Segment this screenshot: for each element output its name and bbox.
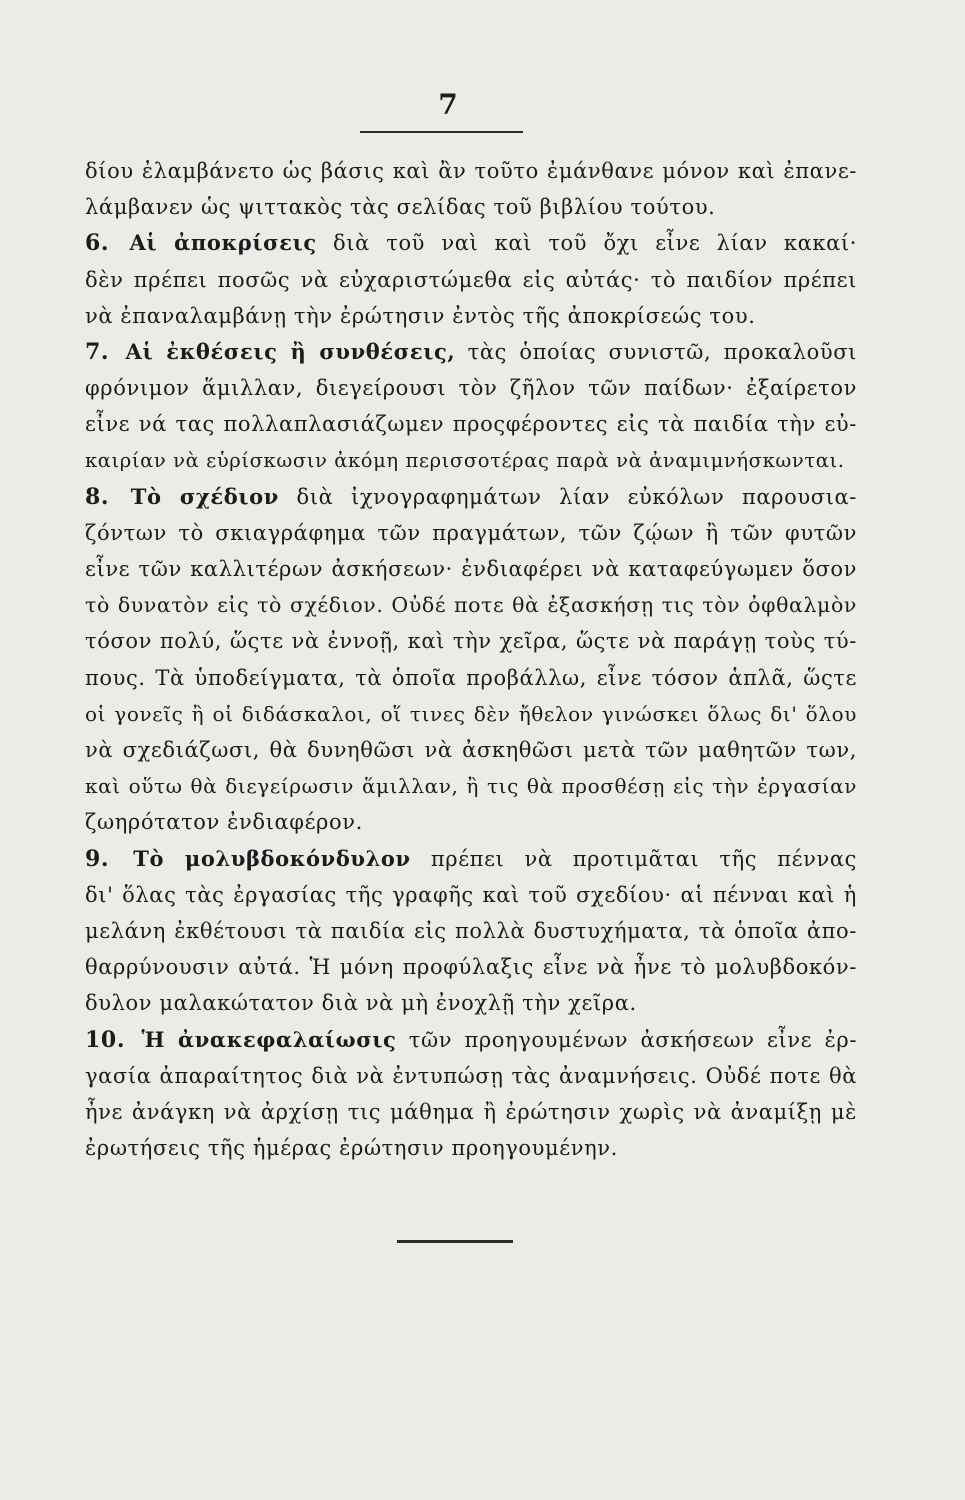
line-text: τόσον πολύ, ὥςτε νὰ ἐννοῇ, καὶ τὴν χεῖρα, ὥςτε νὰ παράγῃ τοὺς τύ- xyxy=(85,629,857,654)
text-line xyxy=(85,949,857,985)
section-heading: Αἱ ἐκθέσεις ἢ συνθέσεις, xyxy=(125,338,456,364)
line-text: καὶ οὕτω θὰ διεγείρωσιν ἅμιλλαν, ἢ τις θὰ προσθέσῃ εἰς τὴν ἐργασίαν xyxy=(85,774,857,799)
line-text: καιρίαν νὰ εὑρίσκωσιν ἀκόμη περισσοτέρας παρὰ νὰ ἀναμιμνήσκωνται. xyxy=(85,448,845,472)
line-text: εἶνε τῶν καλλιτέρων ἀσκήσεων· ἐνδιαφέρει νὰ καταφεύγωμεν ὅσον xyxy=(85,557,857,582)
line-text: νὰ σχεδιάζωσι, θὰ δυνηθῶσι νὰ ἀσκηθῶσι μετὰ τῶν μαθητῶν των, xyxy=(85,738,857,762)
line-text: δυλον μαλακώτατον διὰ νὰ μὴ ἐνοχλῇ τὴν χεῖρα. xyxy=(85,991,637,1016)
text-line xyxy=(85,877,857,913)
section-heading: Ἡ ἀνακεφαλαίωσις xyxy=(141,1026,397,1052)
line-text: δι' ὅλας τὰς ἐργασίας τῆς γραφῆς καὶ τοῦ σχεδίου· αἱ πένναι καὶ ἡ xyxy=(85,882,857,907)
section-heading: Τὸ μολυβδοκόνδυλον xyxy=(133,845,411,871)
line-text: διὰ τοῦ ναὶ καὶ τοῦ ὄχι εἶνε λίαν κακαί· xyxy=(333,231,858,256)
page-number: 7 xyxy=(438,88,458,121)
line-text: οἱ γονεῖς ἢ οἱ διδάσκαλοι, οἵ τινες δὲν ἤθελον γινώσκει ὅλως δι' ὅλου xyxy=(85,701,857,726)
line-text: δὲν πρέπει ποσῶς νὰ εὐχαριστώμεθα εἰς αὐτάς· τὸ παιδίον πρέπει xyxy=(85,267,857,292)
section-number: 9. xyxy=(85,845,110,872)
text-line xyxy=(85,804,857,840)
line-text: ἦνε ἀνάγκη νὰ ἀρχίσῃ τις μάθημα ἢ ἐρώτησιν χωρὶς νὰ ἀναμίξῃ μὲ xyxy=(85,1099,857,1124)
text-line xyxy=(85,1022,857,1058)
text-line xyxy=(85,515,857,551)
line-text: ζωηρότατον ἐνδιαφέρον. xyxy=(85,810,363,835)
section-number: 10. xyxy=(85,1026,126,1053)
section-number: 8. xyxy=(85,483,110,510)
line-text: λάμβανεν ὡς ψιττακὸς τὰς σελίδας τοῦ βιβλίου τούτου. xyxy=(85,195,716,220)
text-line xyxy=(85,1130,857,1166)
line-text: γασία ἀπαραίτητος διὰ νὰ ἐντυπώσῃ τὰς ἀναμνήσεις. Οὐδέ ποτε θὰ xyxy=(85,1063,857,1088)
line-text: εἶνε νά τας πολλαπλασιάζωμεν προςφέροντες εἰς τὰ παιδία τὴν εὐ- xyxy=(85,412,857,437)
text-line xyxy=(85,262,857,298)
line-text: νὰ ἐπαναλαμβάνῃ τὴν ἐρώτησιν ἐντὸς τῆς ἀποκρίσεώς του. xyxy=(85,303,756,328)
line-text: δίου ἐλαμβάνετο ὡς βάσις καὶ ἂν τοῦτο ἐμάνθανε μόνον καὶ ἐπανε- xyxy=(85,159,857,183)
text-line xyxy=(85,732,857,768)
text-line xyxy=(85,587,857,623)
header-rule xyxy=(360,131,523,133)
section-heading: Τὸ σχέδιον xyxy=(130,483,279,509)
text-line xyxy=(85,841,857,877)
text-line xyxy=(85,370,857,406)
text-line xyxy=(85,913,857,949)
line-text: διὰ ἰχνογραφημάτων λίαν εὐκόλων παρουσια- xyxy=(296,484,857,509)
text-line xyxy=(85,623,857,659)
text-line xyxy=(85,985,857,1021)
text-line xyxy=(85,551,857,587)
text-line xyxy=(85,660,857,696)
end-rule xyxy=(397,1240,513,1243)
text-line xyxy=(85,443,857,479)
text-line xyxy=(85,1094,857,1130)
line-text: θαρρύνουσιν αὐτά. Ἡ μόνη προφύλαξις εἶνε νὰ ἦνε τὸ μολυβδοκόν- xyxy=(85,955,857,980)
line-text: πους. Τὰ ὑποδείγματα, τὰ ὁποῖα προβάλλω, εἶνε τόσον ἁπλᾶ, ὥςτε xyxy=(85,665,857,690)
body-text xyxy=(85,153,857,1166)
line-text: πρέπει νὰ προτιμᾶται τῆς πέννας xyxy=(430,846,858,871)
section-number: 7. xyxy=(85,338,110,365)
text-line xyxy=(85,153,857,189)
line-text: ἐρωτήσεις τῆς ἡμέρας ἐρώτησιν προηγουμένην. xyxy=(85,1136,618,1161)
line-text: τὰς ὁποίας συνιστῶ, προκαλοῦσι xyxy=(467,339,857,364)
line-text: τὸ δυνατὸν εἰς τὸ σχέδιον. Οὐδέ ποτε θὰ ἐξασκήσῃ τις τὸν ὀφθαλμὸν xyxy=(85,593,857,618)
section-heading: Αἱ ἀποκρίσεις xyxy=(129,230,317,256)
text-line xyxy=(85,768,857,804)
text-line xyxy=(85,479,857,515)
text-line xyxy=(85,1058,857,1094)
text-line xyxy=(85,225,857,261)
text-line xyxy=(85,696,857,732)
section-number: 6. xyxy=(85,230,110,257)
text-line xyxy=(85,298,857,334)
text-line xyxy=(85,334,857,370)
text-line xyxy=(85,189,857,225)
line-text: τῶν προηγουμένων ἀσκήσεων εἶνε ἐρ- xyxy=(408,1027,858,1052)
line-text: ζόντων τὸ σκιαγράφημα τῶν πραγμάτων, τῶν ζῴων ἢ τῶν φυτῶν xyxy=(85,520,857,545)
line-text: μελάνη ἐκθέτουσι τὰ παιδία εἰς πολλὰ δυστυχήματα, τὰ ὁποῖα ἀπο- xyxy=(85,918,857,943)
text-line xyxy=(85,406,857,442)
line-text: φρόνιμον ἅμιλλαν, διεγείρουσι τὸν ζῆλον τῶν παίδων· ἐξαίρετον xyxy=(85,376,857,401)
